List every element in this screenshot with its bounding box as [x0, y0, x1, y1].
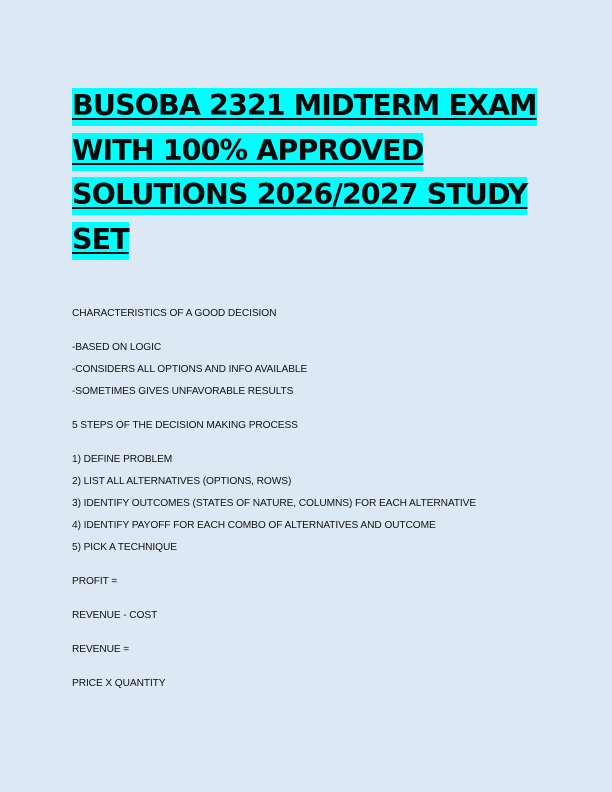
text-line: REVENUE - COST: [72, 610, 158, 621]
block-gap: [72, 403, 552, 415]
text-line: PRICE X QUANTITY: [72, 678, 166, 689]
document-title-text: BUSOBA 2321 MIDTERM EXAM WITH 100% APPROVED SOLUTIONS 2026/2027 STUDY SET: [72, 88, 537, 260]
text-block: [72, 605, 552, 627]
block-gap: [72, 661, 552, 673]
text-block: [72, 571, 552, 593]
text-block: [72, 639, 552, 661]
text-line: -CONSIDERS ALL OPTIONS AND INFO AVAILABLE: [72, 364, 308, 375]
block-gap: [72, 593, 552, 605]
text-line: 3) IDENTIFY OUTCOMES (STATES OF NATURE, COLUMNS) FOR EACH ALTERNATIVE: [72, 498, 477, 509]
block-gap: [72, 627, 552, 639]
text-line: PROFIT =: [72, 576, 118, 587]
text-line: 4) IDENTIFY PAYOFF FOR EACH COMBO OF ALTERNATIVES AND OUTCOME: [72, 520, 436, 531]
text-block: [72, 337, 552, 403]
text-line: 5 STEPS OF THE DECISION MAKING PROCESS: [72, 420, 298, 431]
document-body: [72, 303, 552, 695]
text-line: REVENUE =: [72, 644, 130, 655]
block-gap: [72, 559, 552, 571]
text-line: 2) LIST ALL ALTERNATIVES (OPTIONS, ROWS): [72, 476, 292, 487]
text-block: [72, 415, 552, 437]
text-line: 1) DEFINE PROBLEM: [72, 454, 173, 465]
text-block: [72, 449, 552, 559]
text-line: 5) PICK A TECHNIQUE: [72, 542, 177, 553]
text-block: [72, 303, 552, 325]
text-line: CHARACTERISTICS OF A GOOD DECISION: [72, 308, 277, 319]
text-line: -SOMETIMES GIVES UNFAVORABLE RESULTS: [72, 386, 294, 397]
block-gap: [72, 325, 552, 337]
document-title: [72, 84, 552, 262]
text-line: -BASED ON LOGIC: [72, 342, 162, 353]
text-block: [72, 673, 552, 695]
block-gap: [72, 437, 552, 449]
